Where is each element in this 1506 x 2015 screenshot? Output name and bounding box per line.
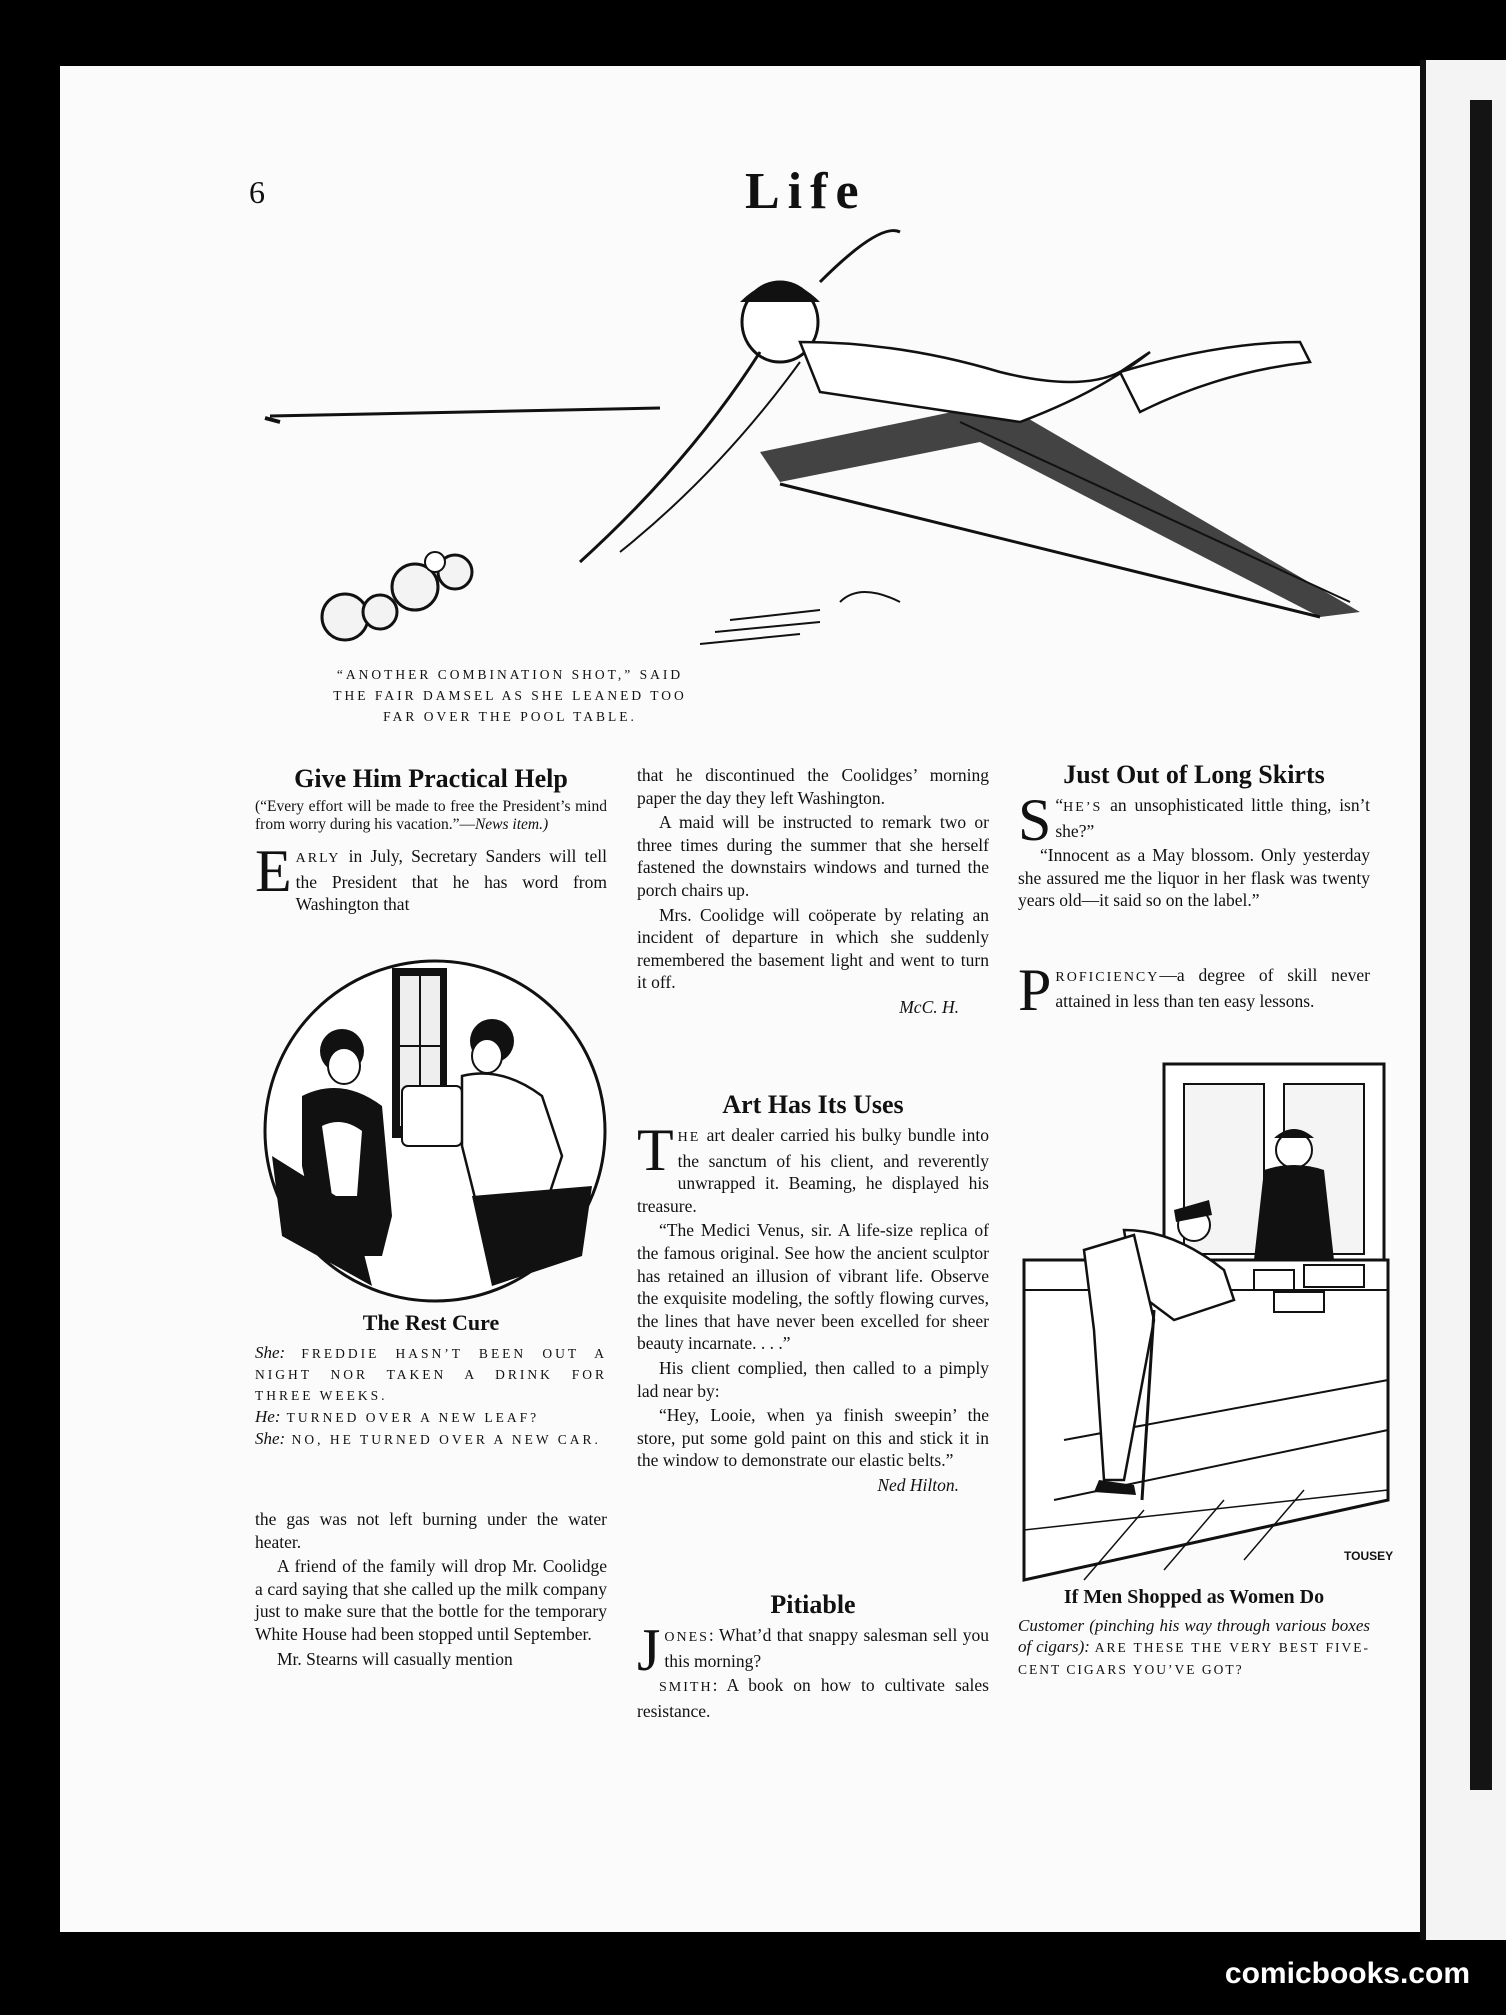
lead-caps: ROFICIENCY: [1055, 970, 1160, 985]
lead-caps: HE: [677, 1130, 701, 1145]
article-paragraph: [255, 838, 608, 916]
article-paragraph: [637, 1674, 989, 1722]
cigar-shop-illustration: [1024, 1060, 1394, 1580]
article-give-him-practical-help: [255, 764, 607, 918]
open-quote: “: [1055, 795, 1064, 815]
cartoon-title: The Rest Cure: [362, 1310, 500, 1335]
lead-caps: ONES: [664, 1630, 709, 1645]
next-page-edge: [1420, 60, 1506, 1940]
article-title: Give Him Practical Help: [294, 764, 568, 793]
dialogue-line: [255, 1428, 607, 1450]
article-paragraph: “Hey, Looie, when ya finish sweepin’ the store, put some gold paint on this and stick it in the window to demonstrate our elastic belts.”: [637, 1405, 989, 1471]
article-paragraph: His client complied, then called to a pimply lad near by:: [637, 1357, 989, 1401]
shopping-cartoon-caption: [1018, 1586, 1370, 1680]
paragraph-text: art dealer carried his bulky bundle into the sanctum of his client, and reverently unwrapped it. Beaming, he displayed his treasure.: [637, 1125, 990, 1216]
article-paragraph: that he discontinued the Coolidges’ morning paper the day they left Washington.: [637, 765, 989, 808]
article-paragraph: Mr. Stearns will casually mention: [277, 1648, 513, 1669]
dialogue-line: [255, 1342, 607, 1406]
paragraph-text: an unsophisticated little thing, isn’t she?”: [1055, 795, 1370, 841]
artist-signature: TOUSEY: [1344, 1549, 1394, 1563]
article-signature: Ned Hilton.: [877, 1474, 959, 1495]
dialogue-line: [255, 1406, 607, 1428]
article-paragraph: “Innocent as a May blossom. Only yesterday she assured me the liquor in her flask was twenty years old—it said so on the label.”: [1018, 845, 1370, 911]
paragraph-text: —a degree of skill never attained in less than ten easy lessons.: [1055, 965, 1370, 1011]
article-title: Pitiable: [770, 1590, 856, 1619]
article-paragraph: A maid will be instructed to remark two or three times during the summer that she herself fastened the downstairs windows and turned the porch chairs up.: [637, 812, 989, 900]
article-quote: [255, 798, 607, 833]
paragraph-text: : A book on how to cultivate sales resistance.: [637, 1675, 989, 1721]
caption-italic: Customer (pinching his way through various boxes of cigars):: [1018, 1616, 1370, 1656]
article-signature: McC. H.: [899, 996, 959, 1017]
pool-cartoon-illustration: [260, 222, 1370, 652]
paragraph-text: : What’d that snappy salesman sell you this morning?: [664, 1625, 989, 1671]
caption-line: FAR OVER THE POOL TABLE.: [383, 709, 637, 724]
lead-caps: ARLY: [295, 851, 341, 866]
article-paragraph: [1018, 787, 1370, 853]
drop-cap: J: [637, 1617, 661, 1683]
caption-line: “ANOTHER COMBINATION SHOT,” SAID: [336, 667, 684, 682]
proficiency-item: [1018, 957, 1370, 1023]
drop-cap: P: [1018, 957, 1052, 1023]
dialogue-text: FREDDIE HASN’T BEEN OUT A NIGHT NOR TAKEN A DRINK FOR THREE WEEKS.: [255, 1346, 607, 1403]
caption-caps: ARE THESE THE VERY BEST FIVE-CENT CIGARS YOU’VE GOT?: [1018, 1640, 1371, 1677]
article-paragraph: [637, 1617, 989, 1683]
speaker-label: She:: [255, 1429, 286, 1448]
drop-cap: E: [255, 838, 292, 904]
article-title: Art Has Its Uses: [722, 1090, 904, 1119]
speaker-caps: SMITH: [659, 1680, 713, 1696]
article-paragraph: A friend of the family will drop Mr. Coolidge a card saying that she called up the milk company just to make sure that the bottle for the temporary White House had been stopped until September.: [255, 1556, 607, 1644]
article-paragraph: [1018, 957, 1370, 1023]
speaker-label: She:: [255, 1343, 286, 1362]
cartoon-caption: [1018, 1615, 1370, 1680]
dialogue-text: TURNED OVER A NEW LEAF?: [286, 1410, 540, 1425]
article-paragraph: [637, 1117, 990, 1217]
article-paragraph: Mrs. Coolidge will coöperate by relating an incident of departure in which she suddenly remembered the basement light and went to turn it off.: [637, 904, 989, 993]
quote-text: (“Every effort will be made to free the President’s mind from worry during his vacation.”—: [255, 798, 607, 833]
page-number: 6: [249, 174, 265, 210]
article1-continued: [255, 1508, 607, 1672]
caption-line: THE FAIR DAMSEL AS SHE LEANED TOO: [333, 688, 687, 703]
dialogue-text: NO, HE TURNED OVER A NEW CAR.: [291, 1432, 601, 1447]
drop-cap: T: [637, 1117, 674, 1183]
article-pitiable: [637, 1590, 989, 1724]
masthead: Life: [745, 163, 867, 220]
rest-cure-illustration: [262, 956, 608, 1306]
article-just-out-of-long-skirts: [1018, 760, 1370, 914]
article-art-has-its-uses: [637, 1090, 989, 1497]
article-title: Just Out of Long Skirts: [1063, 760, 1325, 789]
watermark: comicbooks.com: [1224, 1957, 1470, 1990]
lead-caps: HE’S: [1063, 800, 1103, 815]
article-paragraph: “The Medici Venus, sir. A life-size replica of the famous original. See how the ancient sculptor has retained an illusion of vibrant life. Observe the exquisite modeling, the softly flowing curves, the lines that have never been excelled for sheer beauty incarnate. . . .”: [637, 1220, 989, 1354]
quote-source: News item.): [474, 815, 549, 833]
cartoon-title: If Men Shopped as Women Do: [1063, 1586, 1325, 1608]
article-paragraph: the gas was not left burning under the water heater.: [255, 1509, 607, 1552]
article1-column2: [637, 764, 989, 1019]
top-cartoon-caption: [300, 664, 720, 727]
speaker-label: He:: [255, 1407, 281, 1426]
paragraph-text: in July, Secretary Sanders will tell the President that he has word from Washington that: [295, 846, 608, 915]
rest-cure-caption: [255, 1310, 607, 1450]
drop-cap: S: [1018, 787, 1052, 853]
